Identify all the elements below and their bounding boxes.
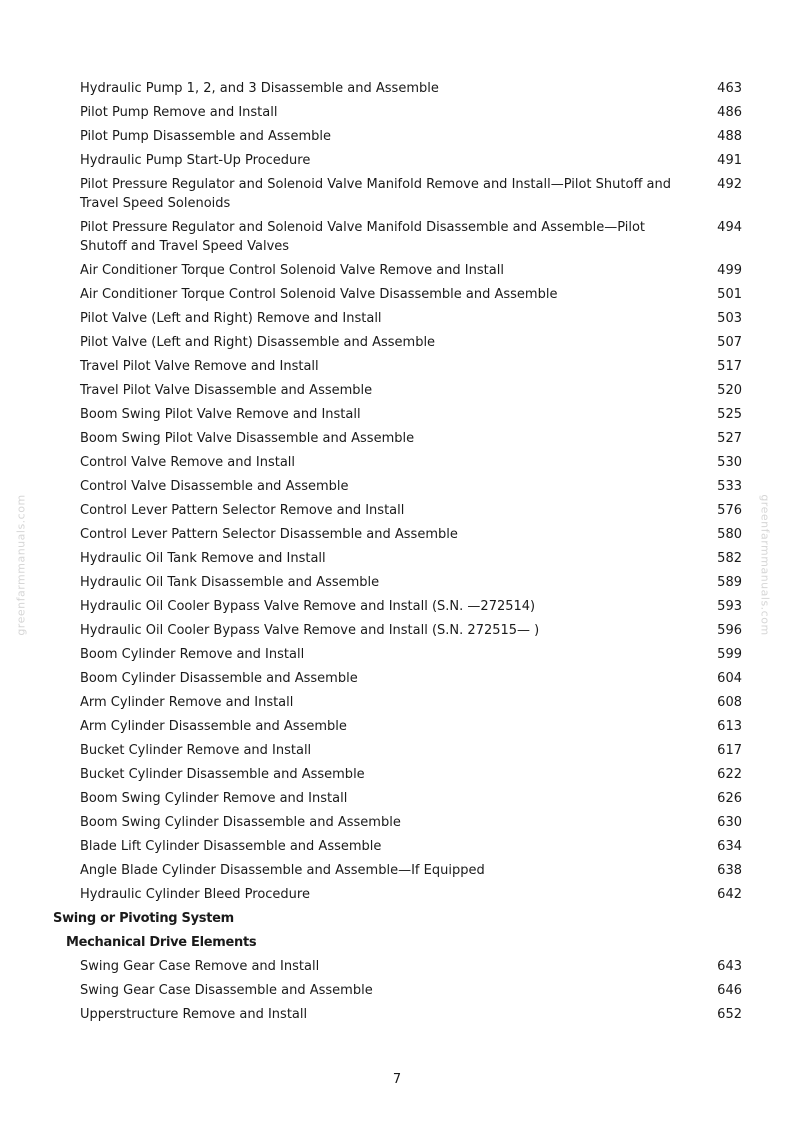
toc-entry-title: Hydraulic Cylinder Bleed Procedure	[80, 887, 310, 902]
toc-entry[interactable]	[0, 643, 794, 667]
toc-entry-title: Pilot Valve (Left and Right) Disassemble and Assemble	[80, 335, 436, 350]
toc-entry[interactable]	[0, 547, 794, 571]
toc-entry-page: 488	[717, 129, 742, 144]
toc-entry-title: Hydraulic Pump 1, 2, and 3 Disassemble and Assemble	[80, 81, 439, 96]
toc-entry-page: 617	[717, 743, 742, 758]
toc-entry[interactable]	[0, 149, 794, 173]
toc-entry-title: Bucket Cylinder Disassemble and Assemble	[80, 767, 365, 782]
toc-entry[interactable]	[0, 811, 794, 835]
toc-entry-title: Pilot Pressure Regulator and Solenoid Valve Manifold Remove and Install—Pilot Shutoff and Travel Speed Solenoids	[80, 177, 671, 211]
toc-entry[interactable]	[0, 77, 794, 101]
watermark-left: greenfarmmanuals.com	[14, 494, 28, 636]
toc-entry-title: Boom Swing Cylinder Disassemble and Assemble	[80, 815, 401, 830]
toc-entry-title: Travel Pilot Valve Disassemble and Assemble	[80, 383, 373, 398]
toc-entry-title: Hydraulic Oil Cooler Bypass Valve Remove and Install (S.N. —272514)	[80, 599, 536, 614]
toc-entry-page: 593	[717, 599, 742, 614]
toc-entry-title: Control Valve Disassemble and Assemble	[80, 479, 349, 494]
toc-entry-title: Pilot Valve (Left and Right) Remove and Install	[80, 311, 382, 326]
toc-entry[interactable]	[0, 283, 794, 307]
toc-entry-page: 599	[717, 647, 742, 662]
table-of-contents	[0, 77, 794, 1027]
toc-entry-title: Control Lever Pattern Selector Disassemble and Assemble	[80, 527, 458, 542]
toc-section-heading[interactable]	[0, 907, 794, 931]
section-title: Swing or Pivoting System	[53, 911, 234, 926]
toc-entry-page: 517	[717, 359, 742, 374]
toc-entry[interactable]	[0, 979, 794, 1003]
toc-entry[interactable]	[0, 451, 794, 475]
toc-entry-page: 530	[717, 455, 742, 470]
toc-entry[interactable]	[0, 355, 794, 379]
toc-entry[interactable]	[0, 475, 794, 499]
toc-entry-title: Boom Swing Cylinder Remove and Install	[80, 791, 348, 806]
toc-entry[interactable]	[0, 619, 794, 643]
toc-entry-page: 638	[717, 863, 742, 878]
toc-entry-page: 626	[717, 791, 742, 806]
toc-entry-page: 491	[717, 153, 742, 168]
toc-entry-page: 582	[717, 551, 742, 566]
toc-entry-title: Boom Swing Pilot Valve Disassemble and Assemble	[80, 431, 415, 446]
toc-entry[interactable]	[0, 427, 794, 451]
toc-entry[interactable]	[0, 379, 794, 403]
toc-entry-page: 507	[717, 335, 742, 350]
toc-entry-title: Blade Lift Cylinder Disassemble and Assemble	[80, 839, 382, 854]
toc-entry-title: Angle Blade Cylinder Disassemble and Assemble—If Equipped	[80, 863, 485, 878]
toc-entry[interactable]	[0, 883, 794, 907]
toc-entry-title: Boom Cylinder Disassemble and Assemble	[80, 671, 358, 686]
toc-entry[interactable]	[0, 859, 794, 883]
toc-entry-page: 520	[717, 383, 742, 398]
toc-entry-title: Swing Gear Case Disassemble and Assemble	[80, 983, 373, 998]
toc-entry[interactable]	[0, 259, 794, 283]
toc-entry-page: 492	[717, 177, 742, 192]
toc-entry-page: 613	[717, 719, 742, 734]
toc-entry-page: 576	[717, 503, 742, 518]
toc-entry-page: 652	[717, 1007, 742, 1022]
toc-entry-page: 499	[717, 263, 742, 278]
toc-entry[interactable]	[0, 499, 794, 523]
toc-entry-title: Arm Cylinder Remove and Install	[80, 695, 294, 710]
toc-entry-title: Control Lever Pattern Selector Remove and Install	[80, 503, 405, 518]
toc-entry-page: 503	[717, 311, 742, 326]
toc-entry-title: Air Conditioner Torque Control Solenoid Valve Disassemble and Assemble	[80, 287, 558, 302]
toc-entry-title: Hydraulic Pump Start-Up Procedure	[80, 153, 311, 168]
toc-entry-page: 622	[717, 767, 742, 782]
toc-entry[interactable]	[0, 403, 794, 427]
toc-entry-title: Hydraulic Oil Cooler Bypass Valve Remove and Install (S.N. 272515— )	[80, 623, 540, 638]
watermark-right: greenfarmmanuals.com	[758, 494, 772, 636]
toc-entry-page: 596	[717, 623, 742, 638]
toc-entry-page: 525	[717, 407, 742, 422]
toc-entry[interactable]	[0, 307, 794, 331]
toc-entry-title: Boom Swing Pilot Valve Remove and Install	[80, 407, 361, 422]
toc-entry[interactable]	[0, 571, 794, 595]
toc-entry-page: 634	[717, 839, 742, 854]
toc-entry-page: 501	[717, 287, 742, 302]
toc-entry-title: Hydraulic Oil Tank Disassemble and Assemble	[80, 575, 380, 590]
toc-subsection-heading[interactable]	[0, 931, 794, 955]
toc-entry-title: Pilot Pump Remove and Install	[80, 105, 278, 120]
toc-entry-title: Swing Gear Case Remove and Install	[80, 959, 320, 974]
toc-entry[interactable]	[0, 173, 794, 216]
toc-entry-title: Hydraulic Oil Tank Remove and Install	[80, 551, 326, 566]
toc-entry[interactable]	[0, 763, 794, 787]
toc-entry-page: 646	[717, 983, 742, 998]
toc-entry[interactable]	[0, 691, 794, 715]
toc-entry-title: Pilot Pump Disassemble and Assemble	[80, 129, 331, 144]
toc-entry-page: 463	[717, 81, 742, 96]
toc-entry-title: Pilot Pressure Regulator and Solenoid Valve Manifold Disassemble and Assemble—Pilot Shutoff and Travel Speed Valves	[80, 220, 646, 254]
toc-entry-title: Travel Pilot Valve Remove and Install	[80, 359, 319, 374]
toc-entry-page: 608	[717, 695, 742, 710]
toc-entry[interactable]	[0, 101, 794, 125]
toc-entry[interactable]	[0, 739, 794, 763]
toc-entry-page: 643	[717, 959, 742, 974]
toc-entry-page: 527	[717, 431, 742, 446]
page-number: 7	[392, 1072, 402, 1087]
toc-entry-page: 494	[717, 220, 742, 235]
toc-entry-page: 642	[717, 887, 742, 902]
toc-entry[interactable]	[0, 835, 794, 859]
toc-entry-title: Boom Cylinder Remove and Install	[80, 647, 305, 662]
toc-entry-page: 630	[717, 815, 742, 830]
toc-entry[interactable]	[0, 125, 794, 149]
toc-entry-page: 589	[717, 575, 742, 590]
toc-entry[interactable]	[0, 955, 794, 979]
toc-entry-page: 604	[717, 671, 742, 686]
toc-entry-title: Control Valve Remove and Install	[80, 455, 296, 470]
toc-entry[interactable]	[0, 715, 794, 739]
toc-entry[interactable]	[0, 667, 794, 691]
toc-entry[interactable]	[0, 787, 794, 811]
subsection-title: Mechanical Drive Elements	[66, 935, 257, 950]
toc-entry[interactable]	[0, 216, 794, 259]
toc-entry-page: 533	[717, 479, 742, 494]
toc-entry-title: Air Conditioner Torque Control Solenoid Valve Remove and Install	[80, 263, 504, 278]
toc-entry-title: Upperstructure Remove and Install	[80, 1007, 308, 1022]
toc-entry[interactable]	[0, 331, 794, 355]
toc-entry[interactable]	[0, 1003, 794, 1027]
toc-entry-page: 580	[717, 527, 742, 542]
toc-entry[interactable]	[0, 523, 794, 547]
toc-entry-title: Arm Cylinder Disassemble and Assemble	[80, 719, 347, 734]
toc-entry-page: 486	[717, 105, 742, 120]
toc-entry-title: Bucket Cylinder Remove and Install	[80, 743, 312, 758]
toc-entry[interactable]	[0, 595, 794, 619]
